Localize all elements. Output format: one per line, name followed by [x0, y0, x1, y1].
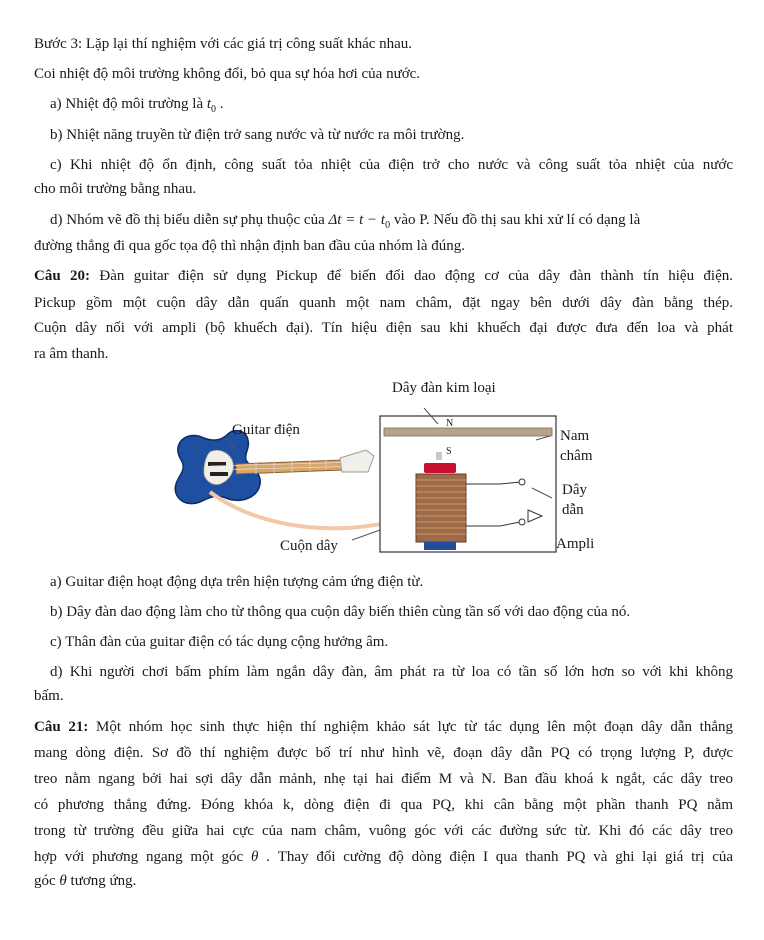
guitar-pickup-figure	[170, 380, 610, 560]
wire-label-line2: dẫn	[562, 502, 584, 518]
q21-line-2: mang dòng điện. Sơ đồ thí nghiệm được bố trí như hình vẽ, đoạn dây dẫn PQ có trọng lượng P, được	[34, 745, 733, 761]
q21-line-6	[34, 849, 733, 866]
q19-a-period: .	[219, 96, 224, 112]
q20-line-2: Pickup gồm một cuộn dây dẫn quấn quanh một nam châm, đặt ngay bên dưới dây đàn bằng thép.	[34, 295, 733, 311]
south-pole-label: S	[446, 446, 452, 457]
q19-a-text: a) Nhiệt độ môi trường là	[50, 96, 204, 112]
magnet-top	[424, 463, 456, 473]
q19-option-d-line2: đường thẳng đi qua gốc tọa độ thì nhận định ban đầu của nhóm là đúng.	[34, 238, 465, 254]
electric-guitar-image	[175, 431, 374, 504]
q19-option-d-line1	[50, 212, 640, 231]
coil-label: Cuộn dây	[280, 538, 338, 554]
q21-line-3: treo nằm ngang bởi hai sợi dây dẫn mảnh, nhẹ tại hai điểm M và N. Ban đầu khoá k ngắt, các dây treo	[34, 771, 733, 787]
q21-theta-2: θ	[59, 873, 67, 889]
q21-line-4: có phương thẳng đứng. Đóng khóa k, dòng điện đi qua PQ, khi cân bằng một phần thanh PQ nằm	[34, 797, 733, 813]
magnet-bottom	[424, 542, 456, 550]
q21-label: Câu 21:	[34, 719, 89, 735]
q20-option-d-line2: bấm.	[34, 688, 64, 704]
q19-option-b: b) Nhiệt năng truyền từ điện trở sang nước và từ nước ra môi trường.	[50, 127, 465, 143]
q19-a-math: t	[206, 96, 212, 112]
q19-a-subscript: 0	[211, 104, 217, 115]
q20-line-1	[34, 268, 733, 285]
magnet-label-line1: Nam	[560, 428, 590, 444]
coil-winding	[416, 474, 466, 542]
assumption-text: Coi nhiệt độ môi trường không đổi, bỏ qua sự hóa hơi của nước.	[34, 66, 421, 82]
terminal-bottom	[519, 519, 525, 525]
q19-d-subscript: 0	[385, 220, 391, 231]
magnet-pole	[436, 452, 442, 460]
q19-option-a	[50, 96, 224, 115]
q21-line-7-text: góc	[34, 873, 56, 889]
q21-line-7	[34, 873, 136, 890]
q21-line-6-text: hợp với phương ngang một góc	[34, 849, 244, 865]
q19-d-text-2: vào P. Nếu đồ thị sau khi xử lí có dạng là	[393, 212, 641, 228]
magnet-label-line2: châm	[560, 448, 593, 464]
q21-line-6-rest: . Thay đổi cường độ dòng điện I qua thanh PQ và ghi lại giá trị của	[266, 849, 734, 865]
q21-theta-1: θ	[251, 849, 259, 865]
q20-option-b: b) Dây đàn dao động làm cho từ thông qua cuộn dây biến thiên cùng tần số với dao động của nó.	[50, 604, 631, 620]
q20-option-d-line1: d) Khi người chơi bấm phím làm ngắn dây đàn, âm phát ra từ loa có tần số lớn hơn so với khi không	[50, 664, 733, 680]
q19-option-c-line1: c) Khi nhiệt độ ổn định, công suất tỏa nhiệt của điện trở cho nước và công suất tỏa nhiệt của nước	[50, 157, 733, 173]
step-3-text: Bước 3: Lặp lại thí nghiệm với các giá trị công suất khác nhau.	[34, 36, 413, 52]
q21-line-1	[34, 719, 733, 736]
q19-d-text: d) Nhóm vẽ đồ thị biểu diễn sự phụ thuộc của	[50, 212, 325, 228]
q21-line-5: trong từ trường đều giữa hai cực của nam châm, vuông góc với các đường sức từ. Khi đó các dây treo	[34, 823, 733, 839]
q20-line-3: Cuộn dây nối với ampli (bộ khuếch đại). Tín hiệu điện sau khi khuếch đại được đưa đến loa và phát	[34, 320, 733, 336]
q20-line-4: ra âm thanh.	[34, 346, 109, 362]
q20-option-a: a) Guitar điện hoạt động dựa trên hiện tượng cảm ứng điện từ.	[50, 574, 424, 590]
terminal-top	[519, 479, 525, 485]
guitar-label: Guitar điện	[232, 422, 300, 438]
q19-d-math: Δt = t − t	[328, 212, 386, 228]
guitar-pickup-diagram	[170, 380, 610, 560]
wire-label-line1: Dây	[562, 482, 587, 498]
metal-string-label: Dây đàn kim loại	[392, 380, 496, 396]
q20-line-1-text: Đàn guitar điện sử dụng Pickup để biến đổi dao động cơ của dây đàn thành tín hiệu điện.	[99, 268, 734, 284]
q21-line-1-text: Một nhóm học sinh thực hiện thí nghiệm khảo sát lực từ tác dụng lên một đoạn dây dẫn thẳng	[96, 719, 733, 735]
amp-label: Ampli	[556, 536, 595, 552]
q19-option-c-line2: cho môi trường bằng nhau.	[34, 181, 197, 197]
q20-option-c: c) Thân đàn của guitar điện có tác dụng cộng hưởng âm.	[50, 634, 389, 650]
north-pole-label: N	[446, 418, 454, 429]
q20-label: Câu 20:	[34, 268, 91, 284]
q21-line-7-rest: tương ứng.	[70, 873, 137, 889]
metal-string-bar	[384, 428, 552, 436]
